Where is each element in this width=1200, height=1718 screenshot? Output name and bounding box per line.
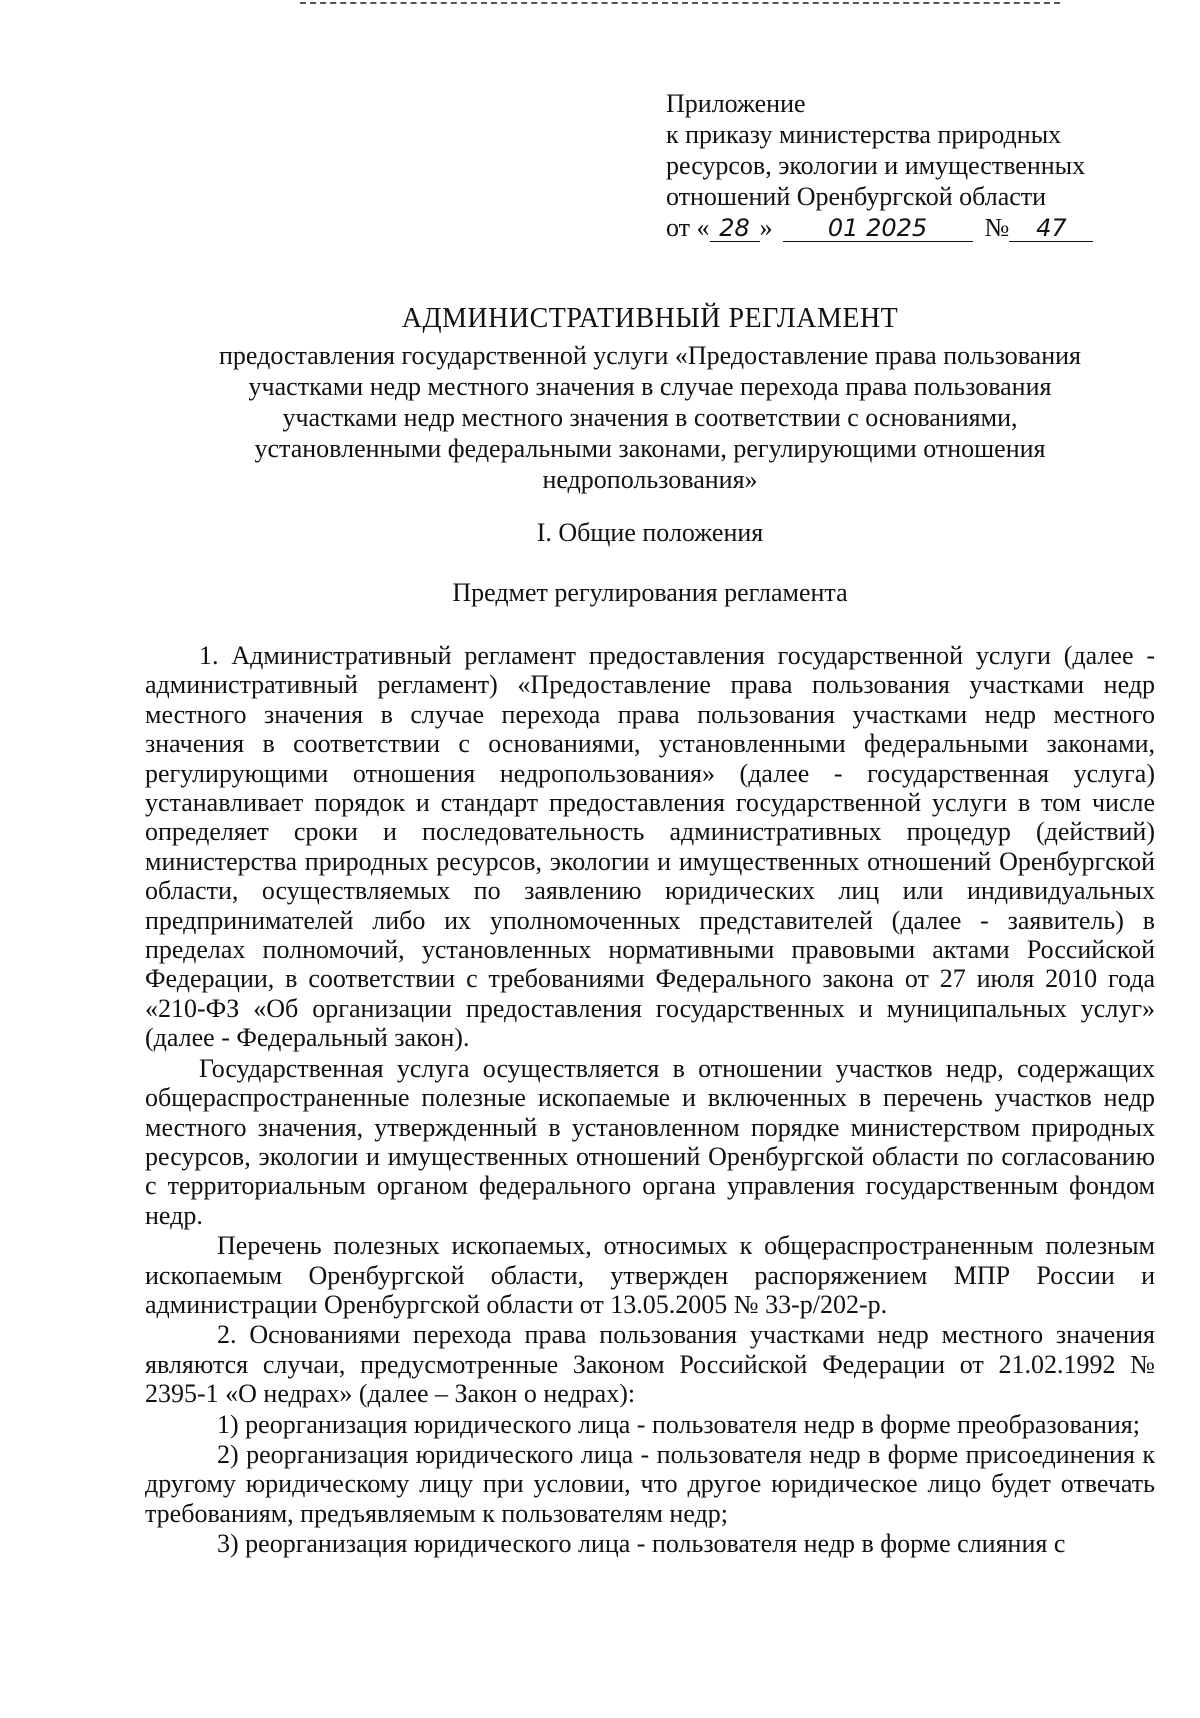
order-date-line [666,212,1136,243]
document-subtitle [140,340,1160,495]
appendix-line: Приложение [666,89,806,118]
appendix-line: отношений Оренбургской области [666,182,1047,211]
handwritten-order-number: 47 [1009,215,1093,242]
section-heading: I. Общие положения [536,518,764,547]
subtitle-line: установленными федеральными законами, регулирующими отношения [254,434,1046,463]
list-item: 3) реорганизация юридического лица - пользователя недр в форме слияния с [217,1529,1066,1559]
document-title: АДМИНИСТРАТИВНЫЙ РЕГЛАМЕНТ [401,303,899,334]
list-item: 2) реорганизация юридического лица - пользователя недр в форме присоединения к другому юридическому лицу при условии, что другое юридическое лицо будет отвечать требованиям, предъявляемым к пользователям недр; [145,1439,1155,1528]
paragraph: 1. Административный регламент предоставления государственной услуги (далее - административный регламент) «Предоставление права пользования участками недр местного значения в случае перехода права пользования участками недр местного значения в соответствии с основаниями, установленными федеральными законами, регулирующими отношения недропользования» (далее - государственная услуга) устанавливает порядок и стандарт предоставления государственной услуги в том числе определяет сроки и последовательность административных процедур (действий) министерства природных ресурсов, экологии и имущественных отношений Оренбургской области, осуществляемых по заявлению юридических лиц или индивидуальных предпринимателей либо их уполномоченных представителей (далее - заявитель) в пределах полномочий, установленных нормативными правовыми актами Российской Федерации, в соответствии с требованиями Федерального закона от 27 июля 2010 года «210-ФЗ «Об организации предоставления государственных и муниципальных услуг» (далее - Федеральный закон). [145,641,1155,1053]
scan-top-edge [300,2,1060,4]
subsection-heading: Предмет регулирования регламента [452,578,848,607]
list-item: 1) реорганизация юридического лица - пользователя недр в форме преобразования; [217,1409,1140,1439]
subtitle-line: участками недр местного значения в случае перехода права пользования [248,372,1052,401]
appendix-line: ресурсов, экологии и имущественных [666,151,1086,180]
appendix-header [666,88,1136,243]
subtitle-line: участками недр местного значения в соответствии с основаниями, [282,403,1018,432]
number-prefix: № [984,213,1010,242]
subtitle-line: недропользования» [542,465,758,494]
paragraph: Перечень полезных ископаемых, относимых к общераспространенным полезным ископаемым Оренбургской области, утвержден распоряжением МПР России и администрации Оренбургской области от 13.05.2005 № 33-р/202-р. [145,1231,1155,1319]
paragraph: 2. Основаниями перехода права пользования участками недр местного значения являются случаи, предусмотренные Законом Российской Федерации от 21.02.1992 № 2395-1 «О недрах» (далее – Закон о недрах): [145,1320,1155,1409]
paragraph: Государственная услуга осуществляется в отношении участков недр, содержащих общераспространенные полезные ископаемые и включенных в перечень участков недр местного значения, утвержденный в установленном порядке министерством природных ресурсов, экологии и имущественных отношений Оренбургской области по согласованию с территориальным органом федерального органа управления государственным фондом недр. [145,1053,1155,1230]
subtitle-line: предоставления государственной услуги «Предоставление права пользования [218,341,1081,370]
date-mid: » [759,213,773,242]
handwritten-month-year: 01 2025 [783,215,973,242]
handwritten-day: 28 [710,215,760,242]
document-body [145,641,1155,1560]
regulation-title-block [140,302,1160,495]
date-prefix: от « [666,213,710,242]
appendix-line: к приказу министерства природных [666,120,1062,149]
